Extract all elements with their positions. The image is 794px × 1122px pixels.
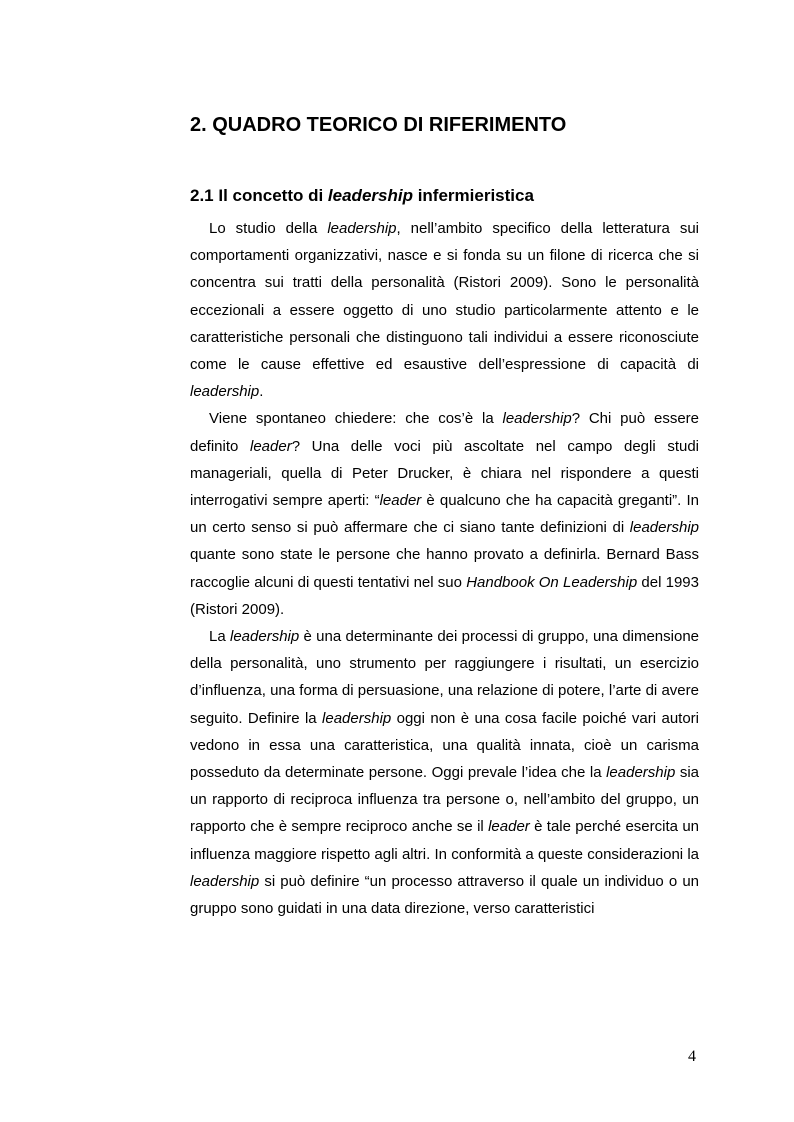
paragraph (190, 623, 699, 922)
text-run: oggi non è una cosa facile poiché vari autori vedono in essa una caratteristica, una qualità innata, cioè un carisma posseduto da determinate persone. Oggi prevale l’idea che la (190, 709, 699, 782)
text-run: ? Una delle voci più ascoltate nel campo degli studi manageriali, quella di Peter Drucker, è chiara nel rispondere a questi interrogativi sempre aperti: “ (190, 437, 699, 510)
text-run: La (209, 628, 230, 646)
text-run: . (259, 383, 264, 401)
section-title-suffix: infermieristica (412, 186, 534, 205)
text-run: Lo studio della (209, 220, 328, 237)
text-run: è qualcuno che ha capacità greganti”. In un certo senso si può affermare che ci siano tante definizioni di (190, 492, 699, 537)
italic-term: leader (379, 492, 422, 510)
italic-term: leadership (629, 519, 699, 537)
italic-term: leader (488, 818, 530, 836)
text-run: sia un rapporto di reciproca influenza tra persone o, nell’ambito del gruppo, un rapporto che è sempre reciproco anche se il (190, 764, 700, 836)
text-run: quante sono state le persone che hanno provato a definirla. Bernard Bass raccoglie alcuni di questi tentativi nel suo (190, 546, 699, 591)
section-title-emphasis: leadership (327, 186, 413, 205)
italic-term: leader (250, 437, 292, 455)
italic-term: leadership (322, 709, 392, 727)
italic-term: leadership (190, 872, 260, 890)
italic-term: leadership (502, 410, 572, 428)
paragraph (190, 405, 699, 623)
chapter-title: 2. QUADRO TEORICO DI RIFERIMENTO (190, 114, 567, 136)
section-title-prefix: 2.1 Il concetto di (190, 186, 328, 205)
section-title (190, 186, 534, 206)
text-run: è tale perché esercita un influenza maggiore rispetto agli altri. In conformità a queste considerazioni la (190, 818, 699, 863)
italic-term: leadership (190, 383, 260, 401)
text-run: , nell’ambito specifico della letteratura sui comportamenti organizzativi, nasce e si fonda su un filone di ricerca che si concentra sui tratti della personalità (Ristori 2009). Sono le personalità eccezionali a essere oggetto di uno studio particolarmente attento e le caratteristiche personali che distinguono tali individui a essere riconosciute come le cause effettive ed esaustive dell’espressione di capacità di (190, 220, 699, 374)
text-run: del 1993 (Ristori 2009). (190, 573, 699, 618)
page-number: 4 (688, 1048, 696, 1065)
italic-term: leadership (230, 628, 300, 646)
text-run: è una determinante dei processi di gruppo, una dimensione della personalità, uno strumento per raggiungere i risultati, un esercizio d’influenza, una forma di persuasione, una relazione di potere, l’arte di avere seguito. Definire la (190, 628, 700, 727)
italic-term: leadership (606, 764, 676, 782)
text-run: ? Chi può essere definito (190, 410, 699, 455)
text-run: Viene spontaneo chiedere: che cos’è la (209, 410, 503, 428)
body-text (190, 215, 699, 922)
italic-term: leadership (327, 220, 397, 237)
text-run: si può definire “un processo attraverso il quale un individuo o un gruppo sono guidati in una data direzione, verso caratteristici (190, 872, 699, 918)
paragraph (190, 215, 699, 405)
italic-term: Handbook On Leadership (466, 573, 638, 591)
